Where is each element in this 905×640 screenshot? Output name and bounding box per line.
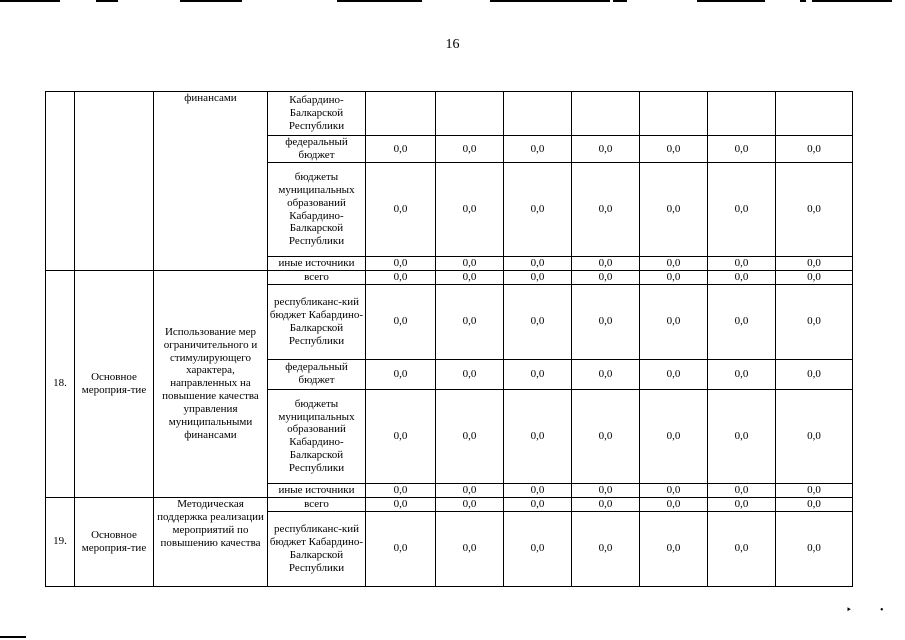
row-name: финансами: [154, 92, 268, 271]
top-rule: [812, 0, 892, 2]
amount-cell: 0,0: [572, 483, 640, 497]
funding-source: иные источники: [268, 257, 366, 271]
amount-cell: [366, 92, 436, 136]
row-number: 18.: [46, 270, 75, 497]
amount-cell: [504, 92, 572, 136]
amount-cell: 0,0: [436, 359, 504, 389]
amount-cell: 0,0: [504, 497, 572, 511]
funding-source: всего: [268, 270, 366, 284]
amount-cell: 0,0: [436, 497, 504, 511]
amount-cell: 0,0: [776, 270, 853, 284]
amount-cell: 0,0: [436, 136, 504, 163]
amount-cell: 0,0: [708, 511, 776, 586]
amount-cell: 0,0: [572, 284, 640, 359]
amount-cell: 0,0: [366, 483, 436, 497]
amount-cell: 0,0: [708, 389, 776, 483]
row-number: 19.: [46, 497, 75, 586]
top-rule: [613, 0, 627, 2]
amount-cell: 0,0: [366, 136, 436, 163]
funding-source: иные источники: [268, 483, 366, 497]
top-rule: [96, 0, 118, 2]
amount-cell: 0,0: [640, 359, 708, 389]
scan-mark: ‣: [846, 605, 852, 616]
amount-cell: [572, 92, 640, 136]
funding-source: республиканс-кий бюджет Кабардино-Балкарской Республики: [268, 511, 366, 586]
amount-cell: [776, 92, 853, 136]
amount-cell: 0,0: [366, 270, 436, 284]
amount-cell: 0,0: [640, 497, 708, 511]
amount-cell: 0,0: [776, 483, 853, 497]
amount-cell: 0,0: [572, 163, 640, 257]
amount-cell: 0,0: [708, 163, 776, 257]
amount-cell: [436, 92, 504, 136]
amount-cell: 0,0: [776, 359, 853, 389]
amount-cell: 0,0: [776, 163, 853, 257]
amount-cell: 0,0: [640, 511, 708, 586]
amount-cell: 0,0: [640, 257, 708, 271]
amount-cell: 0,0: [366, 359, 436, 389]
amount-cell: 0,0: [366, 163, 436, 257]
amount-cell: 0,0: [572, 257, 640, 271]
amount-cell: 0,0: [504, 270, 572, 284]
amount-cell: 0,0: [776, 389, 853, 483]
amount-cell: 0,0: [436, 483, 504, 497]
amount-cell: 0,0: [708, 284, 776, 359]
amount-cell: 0,0: [366, 257, 436, 271]
funding-table: [45, 91, 853, 587]
funding-source: всего: [268, 497, 366, 511]
row-name: Использование мер ограничительного и стимулирующего характера, направленных на повышение качества управления муниципальными финансами: [154, 270, 268, 497]
funding-source: Кабардино-Балкарской Республики: [268, 92, 366, 136]
top-rule: [180, 0, 242, 2]
amount-cell: 0,0: [366, 497, 436, 511]
amount-cell: 0,0: [504, 511, 572, 586]
page-number: 16: [445, 37, 460, 52]
amount-cell: 0,0: [640, 483, 708, 497]
top-rule: [0, 0, 60, 2]
amount-cell: 0,0: [436, 511, 504, 586]
amount-cell: 0,0: [708, 270, 776, 284]
table-row: [46, 497, 853, 511]
row-number: [46, 92, 75, 271]
scan-mark: [0, 636, 26, 638]
funding-source: республиканс-кий бюджет Кабардино-Балкарской Республики: [268, 284, 366, 359]
amount-cell: 0,0: [776, 257, 853, 271]
funding-source: федеральный бюджет: [268, 359, 366, 389]
funding-source: бюджеты муниципальных образований Кабардино-Балкарской Республики: [268, 163, 366, 257]
amount-cell: [640, 92, 708, 136]
amount-cell: 0,0: [708, 257, 776, 271]
amount-cell: 0,0: [776, 136, 853, 163]
amount-cell: 0,0: [504, 257, 572, 271]
amount-cell: 0,0: [572, 359, 640, 389]
amount-cell: 0,0: [436, 257, 504, 271]
table-row: [46, 270, 853, 284]
top-rule: [337, 0, 422, 2]
amount-cell: 0,0: [572, 497, 640, 511]
amount-cell: 0,0: [640, 270, 708, 284]
amount-cell: 0,0: [504, 163, 572, 257]
top-rule: [697, 0, 765, 2]
amount-cell: 0,0: [504, 389, 572, 483]
amount-cell: 0,0: [572, 389, 640, 483]
scan-mark: •: [880, 605, 884, 616]
amount-cell: 0,0: [708, 136, 776, 163]
amount-cell: 0,0: [436, 284, 504, 359]
amount-cell: 0,0: [572, 136, 640, 163]
amount-cell: 0,0: [572, 511, 640, 586]
amount-cell: 0,0: [572, 270, 640, 284]
amount-cell: 0,0: [708, 483, 776, 497]
amount-cell: 0,0: [436, 163, 504, 257]
amount-cell: 0,0: [640, 136, 708, 163]
amount-cell: 0,0: [640, 284, 708, 359]
table-body: [46, 92, 853, 587]
amount-cell: 0,0: [436, 389, 504, 483]
amount-cell: 0,0: [640, 389, 708, 483]
funding-source: федеральный бюджет: [268, 136, 366, 163]
row-type: [75, 92, 154, 271]
amount-cell: 0,0: [708, 359, 776, 389]
amount-cell: 0,0: [366, 389, 436, 483]
amount-cell: 0,0: [436, 270, 504, 284]
amount-cell: 0,0: [776, 511, 853, 586]
table-row: [46, 92, 853, 136]
amount-cell: 0,0: [640, 163, 708, 257]
amount-cell: 0,0: [504, 359, 572, 389]
amount-cell: 0,0: [776, 284, 853, 359]
amount-cell: 0,0: [366, 511, 436, 586]
funding-source: бюджеты муниципальных образований Кабардино-Балкарской Республики: [268, 389, 366, 483]
amount-cell: 0,0: [366, 284, 436, 359]
row-name: Методическая поддержка реализации мероприятий по повышению качества: [154, 497, 268, 586]
row-type: Основное мероприя-тие: [75, 497, 154, 586]
amount-cell: 0,0: [504, 136, 572, 163]
amount-cell: [708, 92, 776, 136]
top-rule: [490, 0, 610, 2]
amount-cell: 0,0: [776, 497, 853, 511]
amount-cell: 0,0: [504, 284, 572, 359]
amount-cell: 0,0: [504, 483, 572, 497]
row-type: Основное мероприя-тие: [75, 270, 154, 497]
top-rule: [800, 0, 806, 2]
amount-cell: 0,0: [708, 497, 776, 511]
